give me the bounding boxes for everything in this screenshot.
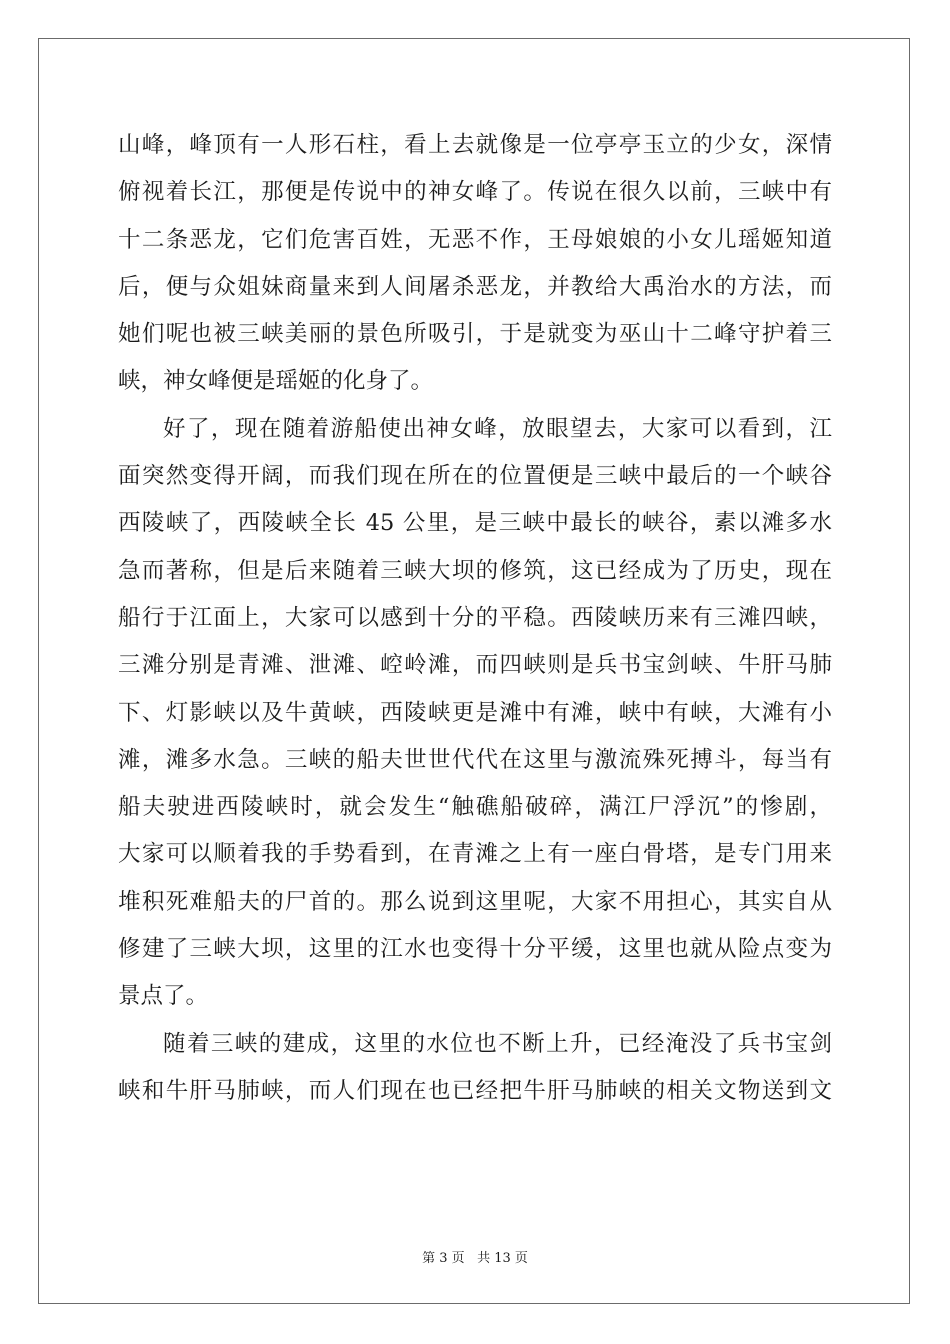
text-line: 峡，神女峰便是瑶姬的化身了。 [118, 368, 434, 395]
document-body [118, 122, 832, 1115]
text-line: 后，便与众姐妹商量来到人间屠杀恶龙，并教给大禹治水的方法，而 [118, 273, 832, 300]
text-line: 船夫驶进西陵峡时，就会发生“触礁船破碎，满江尸浮沉”的惨剧， [118, 794, 832, 821]
text-line: 她们呢也被三峡美丽的景色所吸引，于是就变为巫山十二峰守护着三 [118, 321, 832, 348]
text-line: 山峰，峰顶有一人形石柱，看上去就像是一位亭亭玉立的少女，深情 [118, 132, 832, 158]
text-line: 俯视着长江，那便是传说中的神女峰了。传说在很久以前，三峡中有 [118, 179, 832, 206]
text-line: 三滩分别是青滩、泄滩、崆岭滩，而四峡则是兵书宝剑峡、牛肝马肺 [118, 652, 832, 679]
text-line: 急而著称，但是后来随着三峡大坝的修筑，这已经成为了历史，现在 [118, 557, 832, 584]
text-line: 峡和牛肝马肺峡，而人们现在也已经把牛肝马肺峡的相关文物送到文 [118, 1077, 832, 1104]
text-line: 下、灯影峡以及牛黄峡，西陵峡更是滩中有滩，峡中有峡，大滩有小 [118, 699, 832, 726]
text-line: 修建了三峡大坝，这里的江水也变得十分平缓，这里也就从险点变为 [118, 936, 832, 963]
page-total: 共 13 页 [477, 1251, 528, 1266]
text-line: 面突然变得开阔，而我们现在所在的位置便是三峡中最后的一个峡谷 [118, 463, 832, 490]
text-line: 堆积死难船夫的尸首的。那么说到这里呢，大家不用担心，其实自从 [118, 888, 832, 915]
text-line: 船行于江面上，大家可以感到十分的平稳。西陵峡历来有三滩四峡， [118, 604, 832, 631]
text-line: 十二条恶龙，它们危害百姓，无恶不作，王母娘娘的小女儿瑶姬知道 [118, 226, 832, 253]
text-line: 随着三峡的建成，这里的水位也不断上升，已经淹没了兵书宝剑 [163, 1030, 832, 1057]
text-line: 好了，现在随着游船使出神女峰，放眼望去，大家可以看到，江 [163, 415, 832, 442]
page-number: 第 3 页 [422, 1251, 465, 1266]
text-line: 西陵峡了，西陵峡全长 45 公里，是三峡中最长的峡谷，素以滩多水 [118, 510, 832, 537]
text-line: 景点了。 [118, 983, 209, 1010]
text-line: 大家可以顺着我的手势看到，在青滩之上有一座白骨塔，是专门用来 [118, 841, 832, 868]
text-line: 滩，滩多水急。三峡的船夫世世代代在这里与激流殊死搏斗，每当有 [118, 746, 832, 773]
page-footer [0, 1247, 950, 1266]
